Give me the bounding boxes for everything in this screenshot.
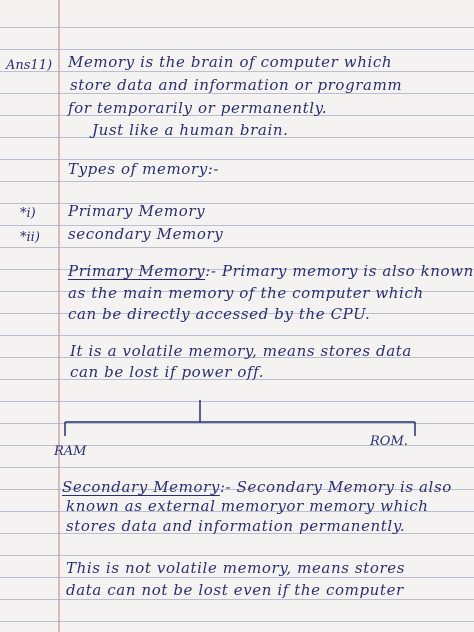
primary-line-1-rest: Primary memory is also known: [221, 262, 474, 280]
intro-line-4: Just like a human brain.: [92, 121, 289, 139]
secondary-line-1: [62, 478, 452, 496]
type-marker-2: *ii): [20, 230, 40, 245]
volatile-line-2: can be lost if power off.: [70, 363, 265, 381]
primary-line-1: [68, 262, 474, 280]
volatile-line-1: It is a volatile memory, means stores data: [70, 342, 412, 360]
margin-line: [58, 0, 60, 632]
secondary-sep: :-: [219, 478, 232, 496]
types-heading: Types of memory:-: [68, 160, 220, 178]
type-label-1: Primary Memory: [68, 202, 206, 220]
answer-label: Ans11): [6, 58, 53, 73]
primary-sep: :-: [205, 262, 217, 280]
primary-line-2: as the main memory of the computer which: [68, 284, 424, 302]
nonvolatile-line-1: This is not volatile memory, means stores: [66, 559, 406, 577]
tree-left-label: RAM: [54, 444, 87, 459]
primary-line-3: can be directly accessed by the CPU.: [68, 305, 371, 323]
type-marker-1: *i): [20, 206, 36, 221]
nonvolatile-line-2: data can not be lost even if the computer: [66, 581, 404, 599]
secondary-line-1-rest: Secondary Memory is also: [236, 478, 452, 496]
primary-term: Primary Memory: [68, 262, 206, 280]
secondary-line-2: known as external memoryor memory which: [66, 497, 429, 515]
intro-line-2: store data and information or programm: [70, 76, 403, 94]
intro-line-1: Memory is the brain of computer which: [68, 53, 393, 71]
tree-right-label: ROM.: [370, 434, 408, 449]
type-label-2: secondary Memory: [68, 225, 224, 243]
secondary-term: Secondary Memory: [62, 478, 220, 496]
secondary-line-3: stores data and information permanently.: [66, 517, 406, 535]
intro-line-3: for temporarily or permanently.: [68, 99, 328, 117]
